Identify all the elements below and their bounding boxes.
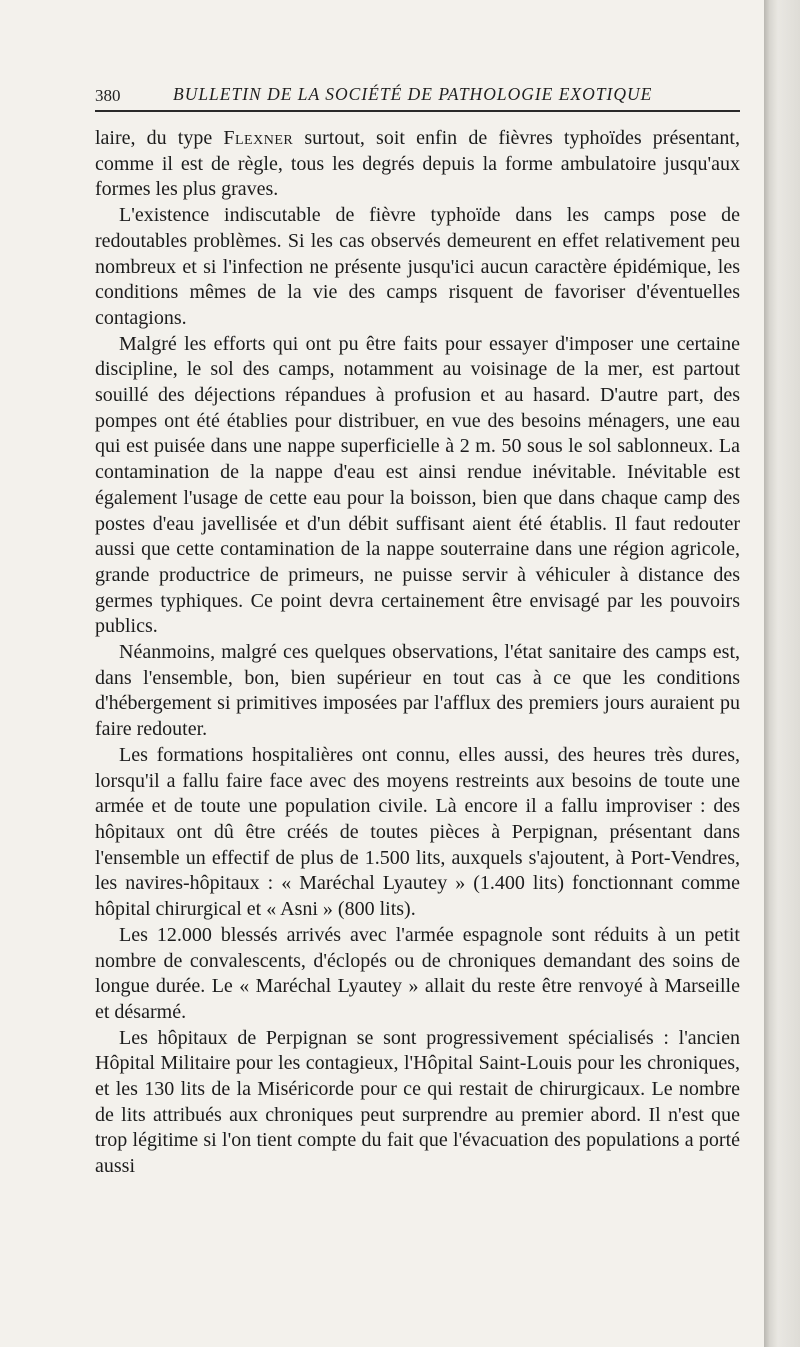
header-rule xyxy=(95,110,740,112)
paragraph: L'existence indiscutable de fièvre typhoïde dans les camps pose de redoutables problèmes. Si les cas observés demeurent en effet relativement peu nombreux et si l'infection ne présente jusqu'ici aucun caractère épidémique, les conditions mêmes de la vie des camps risquent de favoriser d'éventuelles contagions. xyxy=(95,204,740,329)
paragraph-text: surtout, soit enfin de fièvres typhoïdes présentant, comme il est de règle, tous les degrés depuis la forme ambulatoire jusqu'aux formes les plus graves. xyxy=(95,127,740,201)
body-text xyxy=(95,126,740,1180)
paragraph: Les 12.000 blessés arrivés avec l'armée espagnole sont réduits à un petit nombre de convalescents, d'éclopés ou de chroniques demandant des soins de longue durée. Le « Maréchal Lyautey » allait du reste être renvoyé à Marseille et désarmé. xyxy=(95,923,740,1023)
running-title: BULLETIN DE LA SOCIÉTÉ DE PATHOLOGIE EXOTIQUE xyxy=(173,84,653,104)
paragraph-continuation xyxy=(95,126,740,203)
page-number: 380 xyxy=(95,86,121,105)
paragraph: Malgré les efforts qui ont pu être faits pour essayer d'imposer une certaine discipline, le sol des camps, notamment au voisinage de la mer, est partout souillé des déjections répandues à profusion et au hasard. D'autre part, des pompes ont été établies pour distribuer, en vue des besoins ménagers, une eau qui est puisée dans une nappe superficielle à 2 m. 50 sous le sol sablonneux. La contamination de la nappe d'eau est ainsi rendue inévitable. Inévitable est également l'usage de cette eau pour la boisson, bien que dans chaque camp des postes d'eau javellisée et d'un débit suffisant aient été établis. Il faut redouter aussi que cette contamination de la nappe souterraine dans une région agricole, grande productrice de primeurs, ne puisse servir à véhiculer à distance des germes typhiques. Ce point devra certainement être envisagé par les pouvoirs publics. xyxy=(95,332,740,638)
paragraph: Les hôpitaux de Perpignan se sont progressivement spécialisés : l'ancien Hôpital Militaire pour les contagieux, l'Hôpital Saint-Louis pour les chroniques, et les 130 lits de la Miséricorde pour ce qui restait de chirurgicaux. Le nombre de lits attribués aux chroniques peut surprendre au premier abord. Il n'est que trop légitime si l'on tient compte du fait que l'évacuation des populations a porté aussi xyxy=(95,1026,740,1178)
paragraph-text: laire, du type xyxy=(95,127,224,149)
page-header xyxy=(95,82,740,112)
paragraph: Les formations hospitalières ont connu, elles aussi, des heures très dures, lorsqu'il a fallu faire face avec des moyens restreints aux besoins de toute une armée et de toute une population civile. Là encore il a fallu improviser : des hôpitaux ont dû être créés de toutes pièces à Perpignan, présentant dans l'ensemble un effectif de plus de 1.500 lits, auxquels s'ajoutent, à Port-Vendres, les navires-hôpitaux : « Maréchal Lyautey » (1.400 lits) fonctionnant comme hôpital chirurgical et « Asni » (800 lits). xyxy=(95,743,740,921)
author-name: Flexner xyxy=(223,127,294,149)
page-edge-shadow xyxy=(764,0,800,1347)
paragraph: Néanmoins, malgré ces quelques observations, l'état sanitaire des camps est, dans l'ensemble, bon, bien supérieur en tout cas à ce que les conditions d'hébergement si primitives imposées par l'afflux des premiers jours auraient pu faire redouter. xyxy=(95,641,740,741)
